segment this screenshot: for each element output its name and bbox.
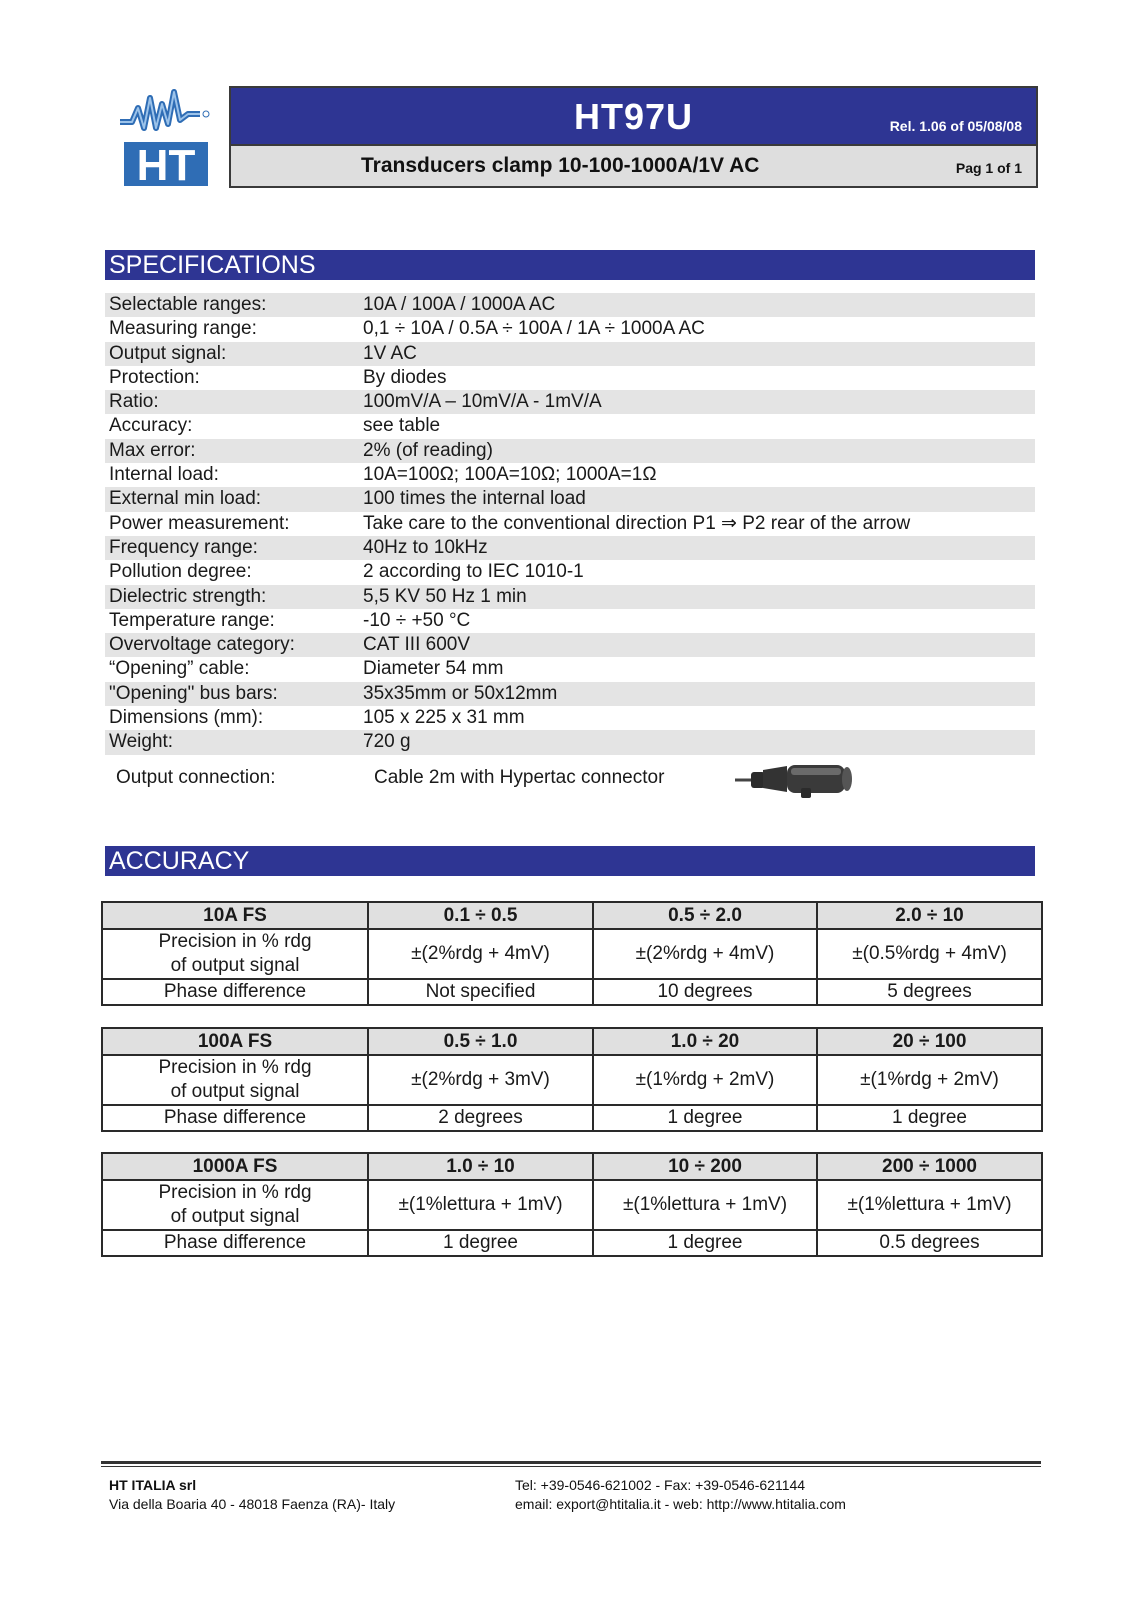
header-subtitle-bar <box>231 144 1036 186</box>
precision-label-line: of output signal <box>170 955 300 976</box>
spec-value: 0,1 ÷ 10A / 0.5A ÷ 100A / 1A ÷ 1000A AC <box>363 318 705 340</box>
page-number: Pag 1 of 1 <box>955 160 1022 176</box>
table-header-cell: 2.0 ÷ 10 <box>817 902 1042 929</box>
phase-cell: 1 degree <box>368 1230 593 1256</box>
precision-cell: ±(0.5%rdg + 4mV) <box>817 929 1042 979</box>
logo-text: HT <box>136 141 196 190</box>
spec-value: CAT III 600V <box>363 634 471 656</box>
table-header-cell: 0.5 ÷ 1.0 <box>368 1028 593 1055</box>
spec-row <box>105 560 1035 584</box>
spec-label: Output signal: <box>109 342 227 364</box>
spec-label: External min load: <box>109 488 262 510</box>
spec-label: "Opening" bus bars: <box>109 682 278 704</box>
page-subtitle: Transducers clamp 10-100-1000A/1V AC <box>361 154 760 177</box>
spec-label: Protection: <box>109 366 200 388</box>
phase-cell: 2 degrees <box>368 1105 593 1131</box>
email-web: email: export@htitalia.it - web: http://www.htitalia.com <box>515 1496 846 1512</box>
accuracy-heading: ACCURACY <box>105 846 1035 876</box>
header-title-bar <box>231 88 1036 144</box>
page-title: HT97U <box>573 96 694 137</box>
release-info: Rel. 1.06 of 05/08/08 <box>889 118 1022 134</box>
output-connection-label: Output connection: <box>116 767 276 788</box>
spec-value: 2% (of reading) <box>363 439 493 461</box>
spec-value: Diameter 54 mm <box>363 658 504 680</box>
phase-cell: 5 degrees <box>817 979 1042 1005</box>
spec-value: 105 x 225 x 31 mm <box>363 707 525 729</box>
spec-row <box>105 706 1035 730</box>
phase-cell: 10 degrees <box>593 979 817 1005</box>
spec-row <box>105 487 1035 511</box>
table-header-cell: 20 ÷ 100 <box>817 1028 1042 1055</box>
header-box <box>229 86 1038 188</box>
phase-row <box>102 1105 1042 1131</box>
spec-label: Max error: <box>109 439 196 461</box>
spec-value: Take care to the conventional direction P1 ⇒ P2 rear of the arrow <box>363 512 911 534</box>
spec-row <box>105 317 1035 341</box>
specifications-heading: SPECIFICATIONS <box>105 250 1035 280</box>
spec-value: 100 times the internal load <box>363 488 586 510</box>
table-header-row <box>102 1153 1042 1180</box>
spec-row <box>105 633 1035 657</box>
spec-row <box>105 366 1035 390</box>
phase-cell: Not specified <box>368 979 593 1005</box>
spec-label: Measuring range: <box>109 318 257 340</box>
spec-row <box>105 293 1035 317</box>
spec-row <box>105 463 1035 487</box>
table-header-cell: 0.5 ÷ 2.0 <box>593 902 817 929</box>
spec-label: Pollution degree: <box>109 561 252 583</box>
spec-row <box>105 512 1035 536</box>
footer-company-block <box>109 1476 395 1514</box>
specifications-list <box>105 293 1035 755</box>
spec-label: Power measurement: <box>109 512 290 534</box>
spec-row <box>105 439 1035 463</box>
table-header-cell: 200 ÷ 1000 <box>817 1153 1042 1180</box>
spec-value: 720 g <box>363 731 411 753</box>
table-header-cell: 1.0 ÷ 20 <box>593 1028 817 1055</box>
spec-row <box>105 414 1035 438</box>
hypertac-connector-image <box>735 758 870 800</box>
precision-row <box>102 929 1042 979</box>
accuracy-table-10a <box>101 901 1043 1006</box>
company-name: HT ITALIA srl <box>109 1477 197 1493</box>
spec-row <box>105 342 1035 366</box>
precision-label-line: of output signal <box>170 1206 300 1227</box>
phase-cell: 0.5 degrees <box>817 1230 1042 1256</box>
table-header-row <box>102 902 1042 929</box>
precision-label-cell <box>102 1180 368 1230</box>
phase-label-cell: Phase difference <box>102 1105 368 1131</box>
precision-label-line: Precision in % rdg <box>158 1057 312 1078</box>
ht-logo-icon <box>118 84 214 190</box>
phase-label-cell: Phase difference <box>102 1230 368 1256</box>
phase-cell: 1 degree <box>817 1105 1042 1131</box>
company-address: Via della Boaria 40 - 48018 Faenza (RA)- Italy <box>109 1496 396 1512</box>
spec-label: Selectable ranges: <box>109 294 267 315</box>
precision-cell: ±(1%rdg + 2mV) <box>593 1055 817 1105</box>
spec-row <box>105 536 1035 560</box>
precision-label-line: Precision in % rdg <box>158 1182 312 1203</box>
phase-label-cell: Phase difference <box>102 979 368 1005</box>
precision-label-cell <box>102 1055 368 1105</box>
spec-value: 10A=100Ω; 100A=10Ω; 1000A=1Ω <box>363 464 657 486</box>
spec-label: Internal load: <box>109 464 219 486</box>
precision-cell: ±(2%rdg + 4mV) <box>593 929 817 979</box>
accuracy-table-1000a <box>101 1152 1043 1257</box>
spec-label: Frequency range: <box>109 536 258 558</box>
spec-label: Dielectric strength: <box>109 585 267 607</box>
precision-cell: ±(1%lettura + 1mV) <box>368 1180 593 1230</box>
table-header-cell: 1000A FS <box>102 1153 368 1180</box>
spec-value: -10 ÷ +50 °C <box>363 609 471 631</box>
spec-value: 100mV/A – 10mV/A - 1mV/A <box>363 391 602 413</box>
spec-value: 2 according to IEC 1010-1 <box>363 561 584 583</box>
precision-label-line: of output signal <box>170 1081 300 1102</box>
connector-icon <box>735 758 870 800</box>
spec-label: Ratio: <box>109 391 159 413</box>
spec-value: 1V AC <box>363 342 417 364</box>
spec-value: By diodes <box>363 366 447 388</box>
spec-label: Dimensions (mm): <box>109 707 264 729</box>
spec-value: see table <box>363 415 441 437</box>
phase-cell: 1 degree <box>593 1105 817 1131</box>
table-header-cell: 1.0 ÷ 10 <box>368 1153 593 1180</box>
spec-label: Overvoltage category: <box>109 634 295 656</box>
footer-divider-thin <box>101 1466 1041 1467</box>
precision-cell: ±(1%lettura + 1mV) <box>593 1180 817 1230</box>
spec-row <box>105 730 1035 754</box>
spec-row <box>105 657 1035 681</box>
spec-row <box>105 609 1035 633</box>
spec-row <box>105 585 1035 609</box>
precision-row <box>102 1055 1042 1105</box>
spec-value: 35x35mm or 50x12mm <box>363 682 558 704</box>
table-header-cell: 0.1 ÷ 0.5 <box>368 902 593 929</box>
spec-value: 10A / 100A / 1000A AC <box>363 294 556 315</box>
spec-label: Temperature range: <box>109 609 275 631</box>
footer-contact-block <box>515 1476 846 1514</box>
output-connection-value: Cable 2m with Hypertac connector <box>374 767 665 788</box>
ht-logo <box>118 84 214 190</box>
table-header-cell: 10A FS <box>102 902 368 929</box>
spec-label: “Opening” cable: <box>109 658 250 680</box>
spec-row <box>105 682 1035 706</box>
spec-value: 5,5 KV 50 Hz 1 min <box>363 585 527 607</box>
precision-cell: ±(1%lettura + 1mV) <box>817 1180 1042 1230</box>
accuracy-table-100a <box>101 1027 1043 1132</box>
spec-label: Weight: <box>109 731 174 753</box>
phase-row <box>102 1230 1042 1256</box>
spec-value: 40Hz to 10kHz <box>363 536 488 558</box>
phase-cell: 1 degree <box>593 1230 817 1256</box>
precision-row <box>102 1180 1042 1230</box>
footer-divider <box>101 1461 1041 1464</box>
spec-label: Accuracy: <box>109 415 193 437</box>
table-header-cell: 10 ÷ 200 <box>593 1153 817 1180</box>
table-header-row <box>102 1028 1042 1055</box>
spec-row <box>105 390 1035 414</box>
precision-cell: ±(2%rdg + 4mV) <box>368 929 593 979</box>
precision-cell: ±(2%rdg + 3mV) <box>368 1055 593 1105</box>
table-header-cell: 100A FS <box>102 1028 368 1055</box>
phone-fax: Tel: +39-0546-621002 - Fax: +39-0546-621144 <box>515 1477 806 1493</box>
phase-row <box>102 979 1042 1005</box>
precision-label-line: Precision in % rdg <box>158 931 312 952</box>
precision-label-cell <box>102 929 368 979</box>
precision-cell: ±(1%rdg + 2mV) <box>817 1055 1042 1105</box>
